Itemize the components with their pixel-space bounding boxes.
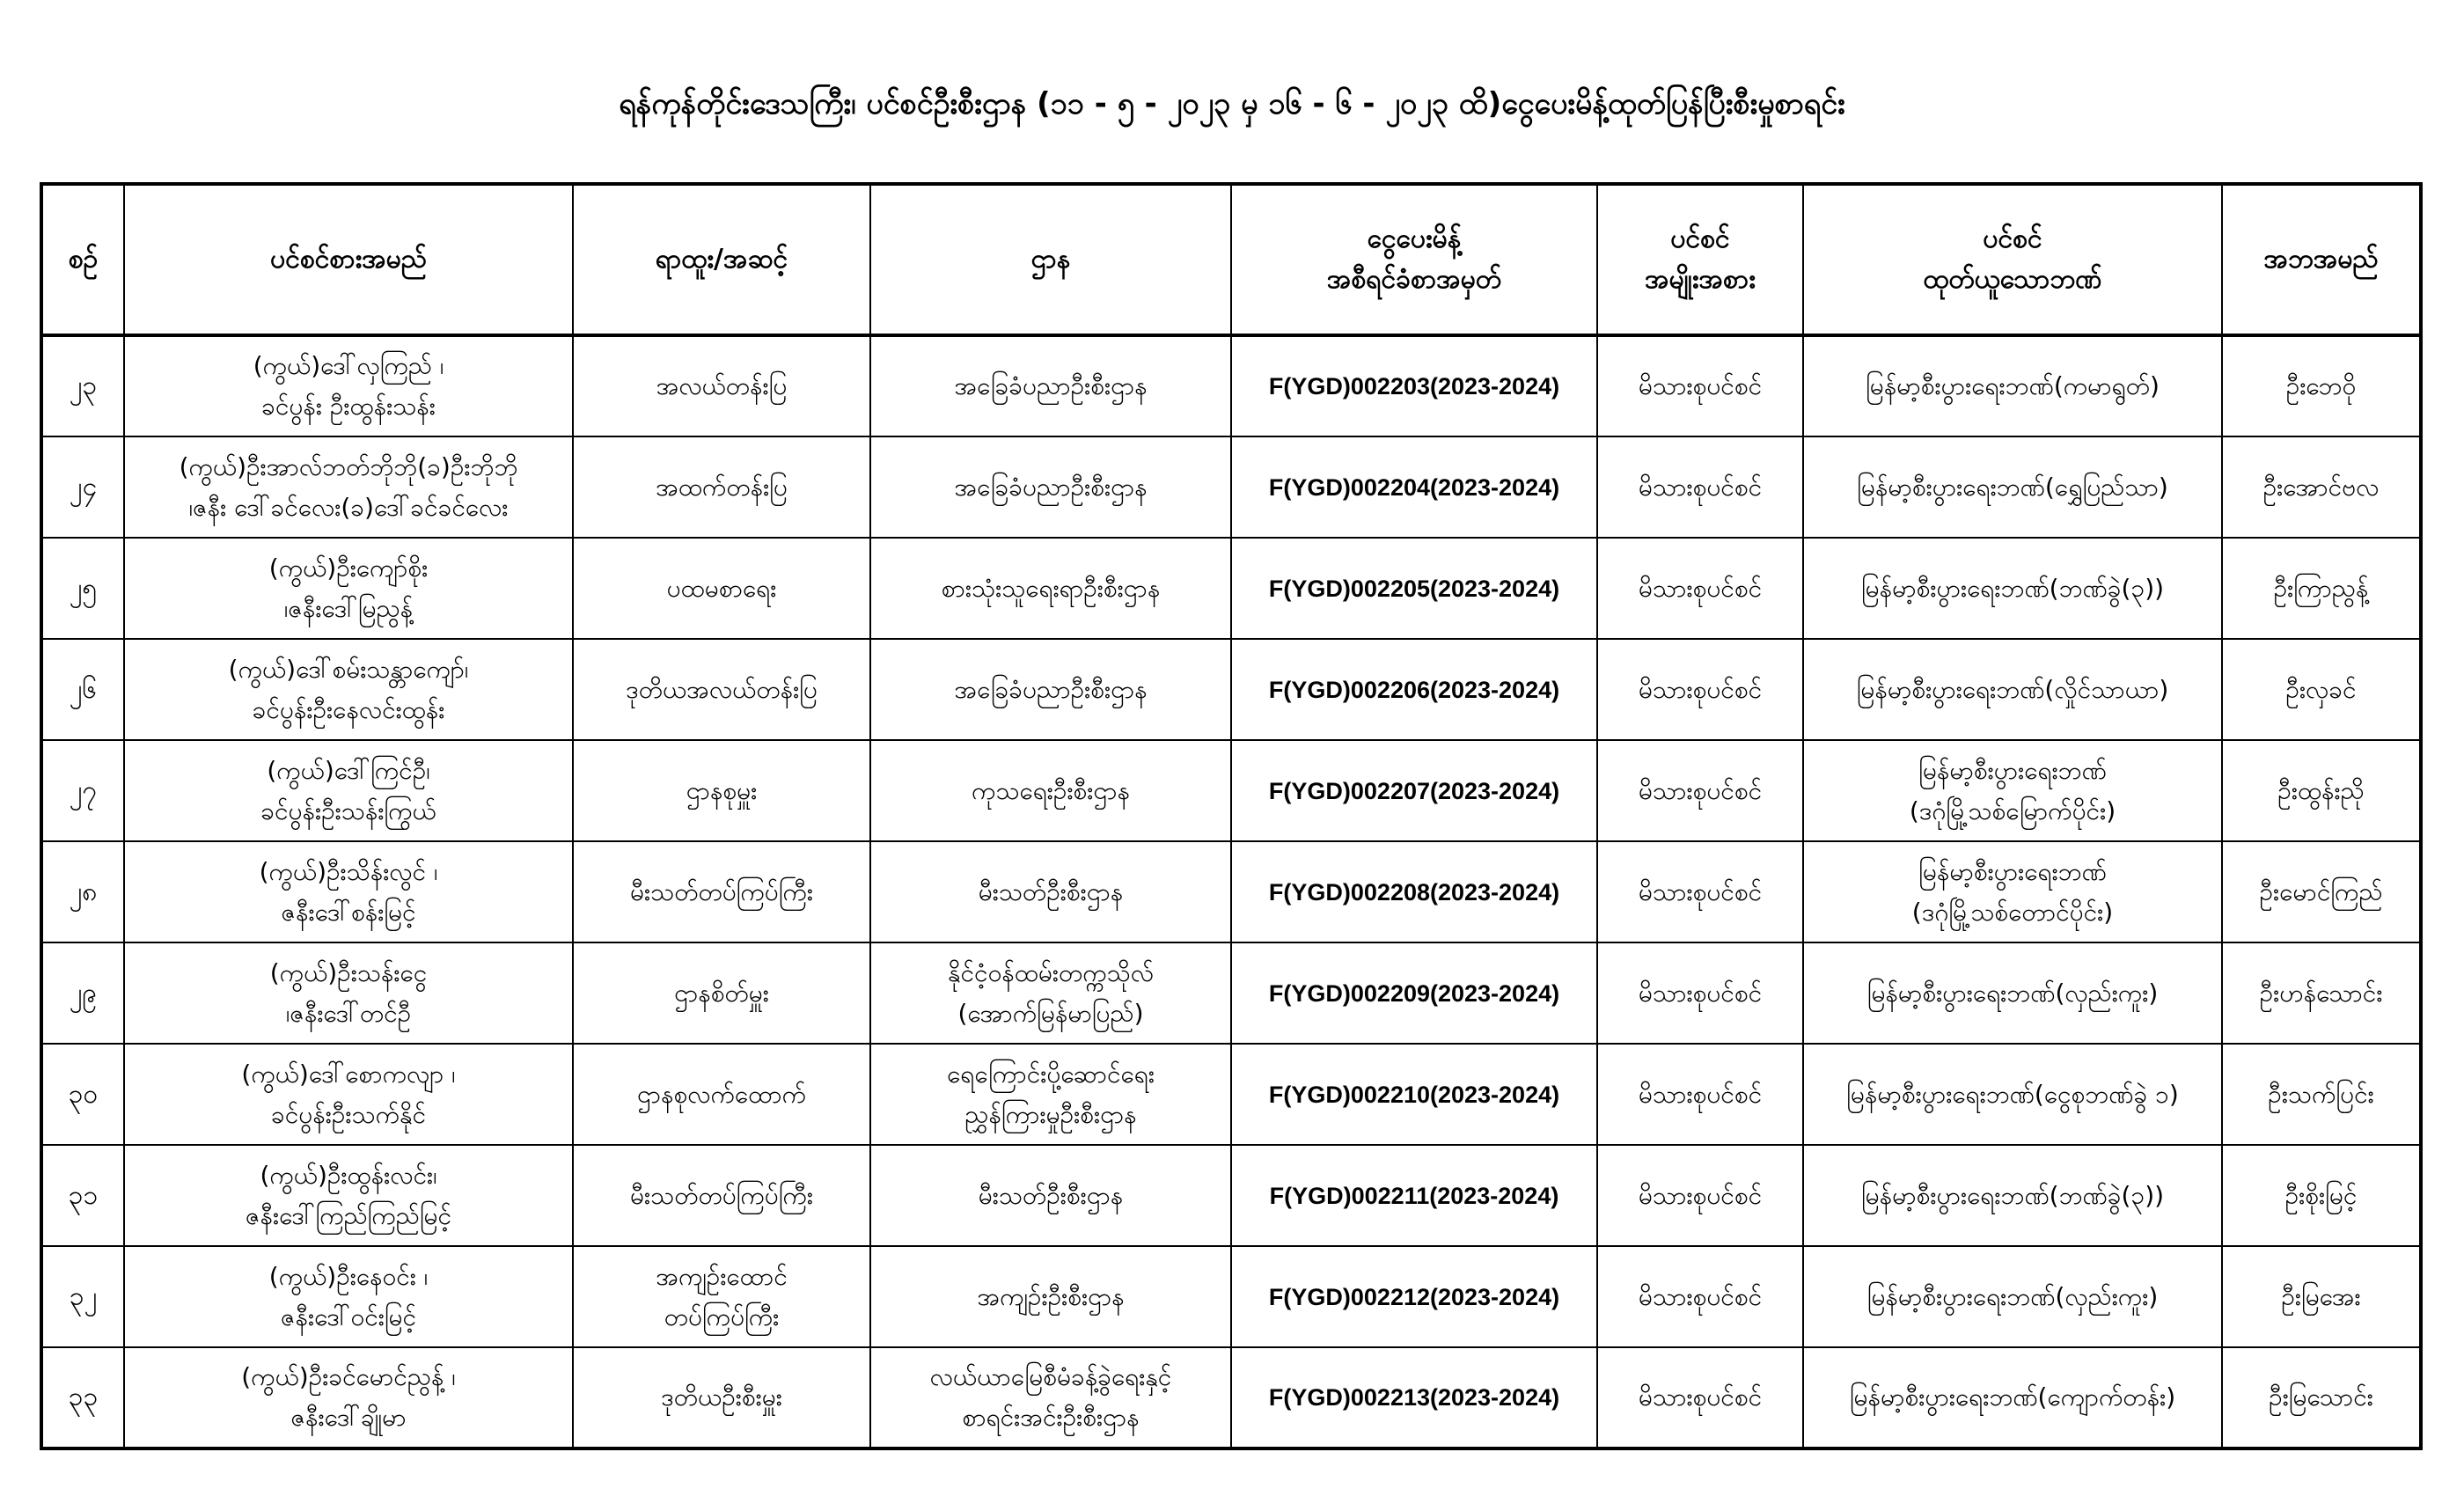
pensioner-name-cell: (ကွယ်)ဒေါ်ကြင်ဦ၊ ခင်ပွန်းဦးသန်းကြွယ်: [124, 740, 573, 841]
pensioner-name-cell: (ကွယ်)ဦးခင်မောင်ညွန့် ၊ ဇနီးဒေါ်ချိုမာ: [124, 1347, 573, 1448]
serial-no-cell: ၂၄: [41, 436, 124, 538]
table-row: [41, 335, 2421, 436]
department-cell: မီးသတ်ဦးစီးဌာန: [870, 1145, 1231, 1246]
serial-no-cell: ၂၇: [41, 740, 124, 841]
table-row: [41, 1044, 2421, 1145]
table-row: [41, 740, 2421, 841]
serial-no-cell: ၂၆: [41, 639, 124, 740]
bank-cell: မြန်မာ့စီးပွားရေးဘဏ်(လှည်းကူး): [1803, 1246, 2222, 1347]
header-father-name: အဘအမည်: [2222, 184, 2421, 335]
pensioner-name-cell: (ကွယ်)ဦးသိန်းလွင် ၊ ဇနီးဒေါ်စန်းမြင့်: [124, 841, 573, 942]
voucher-no-cell: F(YGD)002204(2023-2024): [1231, 436, 1597, 538]
bank-cell: မြန်မာ့စီးပွားရေးဘဏ်(ကမာရွတ်): [1803, 335, 2222, 436]
bank-cell: မြန်မာ့စီးပွားရေးဘဏ်(ရွှေပြည်သာ): [1803, 436, 2222, 538]
rank-cell: ဒုတိယအလယ်တန်းပြ: [573, 639, 870, 740]
bank-cell: မြန်မာ့စီးပွားရေးဘဏ်(ဘဏ်ခွဲ(၃)): [1803, 538, 2222, 639]
father-name-cell: ဦးစိုးမြင့်: [2222, 1145, 2421, 1246]
table-row: [41, 841, 2421, 942]
header-pension-type: ပင်စင် အမျိုးအစား: [1597, 184, 1803, 335]
pension-table: [40, 182, 2423, 1450]
voucher-no-cell: F(YGD)002203(2023-2024): [1231, 335, 1597, 436]
header-voucher-no: ငွေပေးမိန့် အစီရင်ခံစာအမှတ်: [1231, 184, 1597, 335]
rank-cell: ဌာနစုလက်ထောက်: [573, 1044, 870, 1145]
pensioner-name-cell: (ကွယ်)ဦးထွန်းလင်း၊ ဇနီးဒေါ်ကြည်ကြည်မြင့်: [124, 1145, 573, 1246]
department-cell: မီးသတ်ဦးစီးဌာန: [870, 841, 1231, 942]
pensioner-name-cell: (ကွယ်)ဦးကျော်စိုး ၊ဇနီးဒေါ်မြညွန့်: [124, 538, 573, 639]
pensioner-name-cell: (ကွယ်)ဦးသန်းငွေ ၊ဇနီးဒေါ်တင်ဦ: [124, 942, 573, 1044]
rank-cell: ပထမစာရေး: [573, 538, 870, 639]
table-row: [41, 942, 2421, 1044]
table-row: [41, 639, 2421, 740]
rank-cell: အကျဉ်းထောင် တပ်ကြပ်ကြီး: [573, 1246, 870, 1347]
rank-cell: ဌာနစိတ်မှူး: [573, 942, 870, 1044]
department-cell: နိုင်ငံ့ဝန်ထမ်းတက္ကသိုလ် (အောက်မြန်မာပြည်): [870, 942, 1231, 1044]
pension-type-cell: မိသားစုပင်စင်: [1597, 1347, 1803, 1448]
table-row: [41, 1145, 2421, 1246]
serial-no-cell: ၂၅: [41, 538, 124, 639]
serial-no-cell: ၂၉: [41, 942, 124, 1044]
pension-type-cell: မိသားစုပင်စင်: [1597, 639, 1803, 740]
rank-cell: ဒုတိယဦးစီးမှူး: [573, 1347, 870, 1448]
voucher-no-cell: F(YGD)002208(2023-2024): [1231, 841, 1597, 942]
voucher-no-cell: F(YGD)002213(2023-2024): [1231, 1347, 1597, 1448]
voucher-no-cell: F(YGD)002212(2023-2024): [1231, 1246, 1597, 1347]
table-row: [41, 1347, 2421, 1448]
pensioner-name-cell: (ကွယ်)ဦးနေဝင်း ၊ ဇနီးဒေါ်ဝင်းမြင့်: [124, 1246, 573, 1347]
pension-type-cell: မိသားစုပင်စင်: [1597, 1145, 1803, 1246]
header-bank: ပင်စင် ထုတ်ယူသောဘဏ်: [1803, 184, 2222, 335]
department-cell: ကုသရေးဦးစီးဌာန: [870, 740, 1231, 841]
pension-type-cell: မိသားစုပင်စင်: [1597, 436, 1803, 538]
bank-cell: မြန်မာ့စီးပွားရေးဘဏ် (ဒဂုံမြို့သစ်တောင်ပိုင်း): [1803, 841, 2222, 942]
pensioner-name-cell: (ကွယ်)ဒေါ်လှကြည် ၊ ခင်ပွန်း ဦးထွန်းသန်း: [124, 335, 573, 436]
father-name-cell: ဦးမောင်ကြည်: [2222, 841, 2421, 942]
pension-type-cell: မိသားစုပင်စင်: [1597, 335, 1803, 436]
father-name-cell: ဦးအောင်ဗလ: [2222, 436, 2421, 538]
pension-type-cell: မိသားစုပင်စင်: [1597, 1044, 1803, 1145]
header-serial-no: စဉ်: [41, 184, 124, 335]
department-cell: အကျဉ်းဦးစီးဌာန: [870, 1246, 1231, 1347]
department-cell: စားသုံးသူရေးရာဦးစီးဌာန: [870, 538, 1231, 639]
serial-no-cell: ၂၈: [41, 841, 124, 942]
header-rank: ရာထူး/အဆင့်: [573, 184, 870, 335]
department-cell: အခြေခံပညာဦးစီးဌာန: [870, 639, 1231, 740]
department-cell: အခြေခံပညာဦးစီးဌာန: [870, 335, 1231, 436]
bank-cell: မြန်မာ့စီးပွားရေးဘဏ် (ဒဂုံမြို့သစ်မြောက်ပိုင်း): [1803, 740, 2222, 841]
bank-cell: မြန်မာ့စီးပွားရေးဘဏ်(ကျောက်တန်း): [1803, 1347, 2222, 1448]
father-name-cell: ဦးဟန်သောင်း: [2222, 942, 2421, 1044]
pension-type-cell: မိသားစုပင်စင်: [1597, 841, 1803, 942]
serial-no-cell: ၃၁: [41, 1145, 124, 1246]
voucher-no-cell: F(YGD)002209(2023-2024): [1231, 942, 1597, 1044]
rank-cell: မီးသတ်တပ်ကြပ်ကြီး: [573, 841, 870, 942]
department-cell: ရေကြောင်းပို့ဆောင်ရေး ညွှန်ကြားမှုဦးစီးဌာန: [870, 1044, 1231, 1145]
table-header-row: [41, 184, 2421, 335]
voucher-no-cell: F(YGD)002205(2023-2024): [1231, 538, 1597, 639]
father-name-cell: ဦးမြအေး: [2222, 1246, 2421, 1347]
serial-no-cell: ၃၀: [41, 1044, 124, 1145]
department-cell: အခြေခံပညာဦးစီးဌာန: [870, 436, 1231, 538]
document-title: ရန်ကုန်တိုင်းဒေသကြီး၊ ပင်စင်ဦးစီးဌာန (၁၁ - ၅ - ၂၀၂၃ မှ ၁၆ - ၆ - ၂၀၂၃ ထိ)ငွေပေးမိန့်ထုတ်ပြန်ပြီးစီးမှုစာရင်း: [619, 86, 1845, 121]
pension-type-cell: မိသားစုပင်စင်: [1597, 740, 1803, 841]
serial-no-cell: ၃၃: [41, 1347, 124, 1448]
father-name-cell: ဦးမြသောင်း: [2222, 1347, 2421, 1448]
father-name-cell: ဦးထွန်းညို: [2222, 740, 2421, 841]
rank-cell: အထက်တန်းပြ: [573, 436, 870, 538]
voucher-no-cell: F(YGD)002210(2023-2024): [1231, 1044, 1597, 1145]
pension-type-cell: မိသားစုပင်စင်: [1597, 942, 1803, 1044]
pensioner-name-cell: (ကွယ်)ဦးအာလ်ဘတ်ဘိုဘို(ခ)ဦးဘိုဘို ၊ဇနီး ဒေါ်ခင်လေး(ခ)ဒေါ်ခင်ခင်လေး: [124, 436, 573, 538]
father-name-cell: ဦးလှခင်: [2222, 639, 2421, 740]
pensioner-name-cell: (ကွယ်)ဒေါ်စောကလျာ ၊ ခင်ပွန်းဦးသက်နိုင်: [124, 1044, 573, 1145]
bank-cell: မြန်မာ့စီးပွားရေးဘဏ်(လှိုင်သာယာ): [1803, 639, 2222, 740]
bank-cell: မြန်မာ့စီးပွားရေးဘဏ်(ငွေစုဘဏ်ခွဲ ၁): [1803, 1044, 2222, 1145]
rank-cell: မီးသတ်တပ်ကြပ်ကြီး: [573, 1145, 870, 1246]
table-row: [41, 1246, 2421, 1347]
voucher-no-cell: F(YGD)002206(2023-2024): [1231, 639, 1597, 740]
rank-cell: အလယ်တန်းပြ: [573, 335, 870, 436]
father-name-cell: ဦးကြာညွန့်: [2222, 538, 2421, 639]
father-name-cell: ဦးဘေဝို: [2222, 335, 2421, 436]
pension-type-cell: မိသားစုပင်စင်: [1597, 538, 1803, 639]
table-row: [41, 436, 2421, 538]
serial-no-cell: ၂၃: [41, 335, 124, 436]
header-pensioner-name: ပင်စင်စားအမည်: [124, 184, 573, 335]
department-cell: လယ်ယာမြေစီမံခန့်ခွဲရေးနှင့် စာရင်းအင်းဦးစီးဌာန: [870, 1347, 1231, 1448]
table-row: [41, 538, 2421, 639]
header-department: ဌာန: [870, 184, 1231, 335]
bank-cell: မြန်မာ့စီးပွားရေးဘဏ်(လှည်းကူး): [1803, 942, 2222, 1044]
voucher-no-cell: F(YGD)002211(2023-2024): [1231, 1145, 1597, 1246]
rank-cell: ဌာနစုမှူး: [573, 740, 870, 841]
bank-cell: မြန်မာ့စီးပွားရေးဘဏ်(ဘဏ်ခွဲ(၃)): [1803, 1145, 2222, 1246]
voucher-no-cell: F(YGD)002207(2023-2024): [1231, 740, 1597, 841]
pensioner-name-cell: (ကွယ်)ဒေါ်စမ်းသန္တာကျော်၊ ခင်ပွန်းဦးနေလင်းထွန်း: [124, 639, 573, 740]
serial-no-cell: ၃၂: [41, 1246, 124, 1347]
father-name-cell: ဦးသက်ပြင်း: [2222, 1044, 2421, 1145]
pension-type-cell: မိသားစုပင်စင်: [1597, 1246, 1803, 1347]
